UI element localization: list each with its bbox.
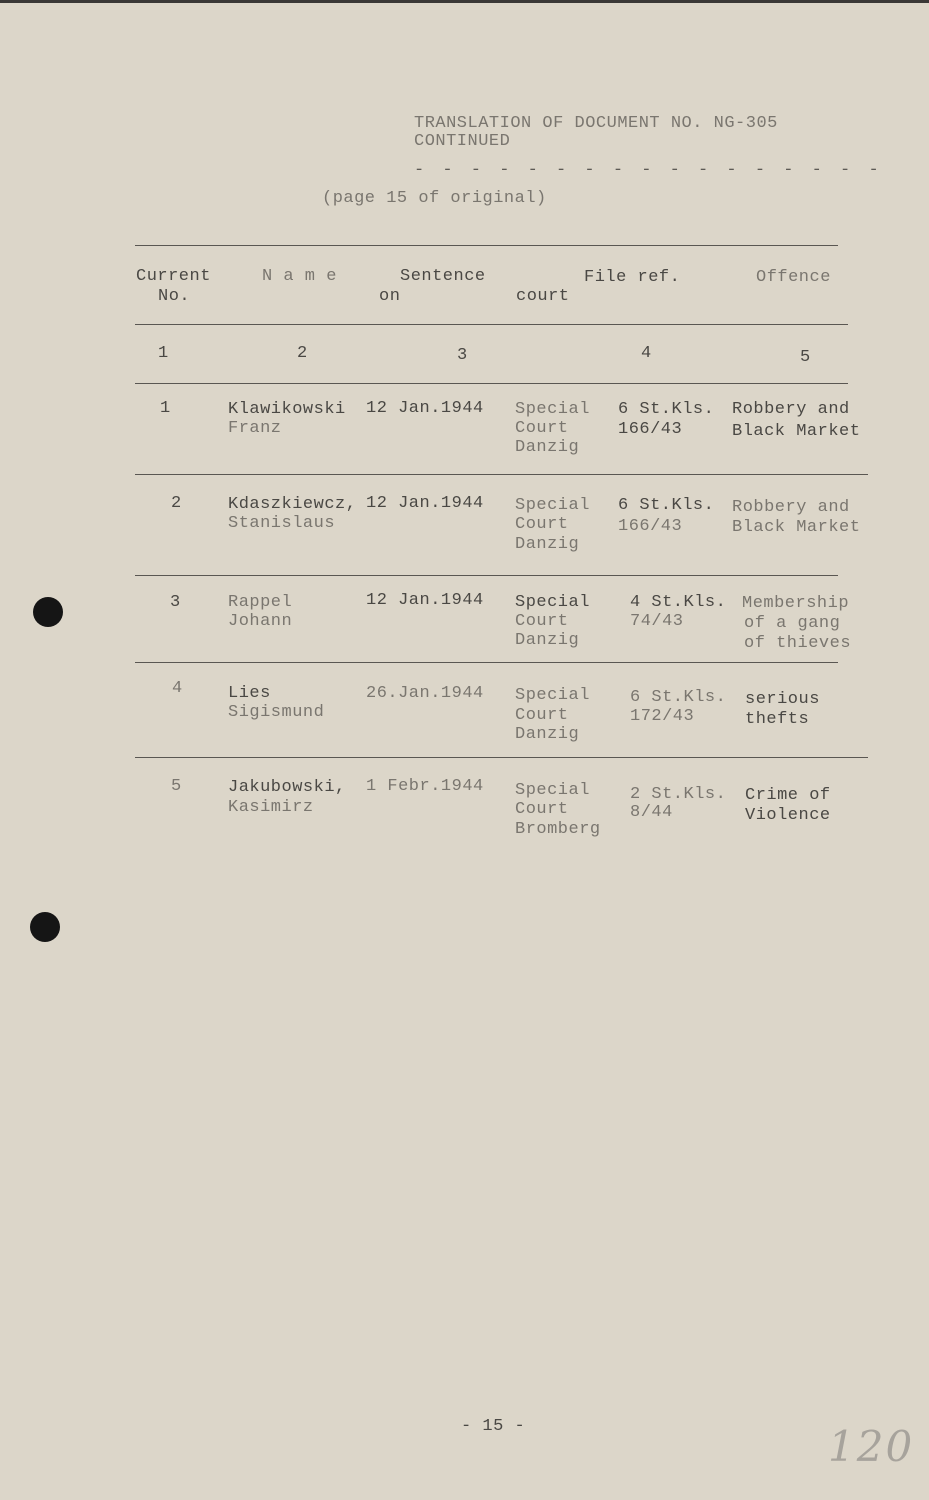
punch-hole-bottom: [30, 912, 60, 942]
file-ref-line-1: 6 St.Kls.: [630, 688, 727, 707]
offence-line-2: of a gang: [744, 614, 841, 633]
court-line-2: Court: [515, 706, 569, 725]
row-number: 4: [172, 679, 183, 698]
name-surname: Rappel: [228, 593, 293, 612]
offence-line-1: Crime of: [745, 786, 831, 805]
offence-line-2: thefts: [745, 710, 810, 729]
offence-line-1: Robbery and: [732, 498, 850, 517]
name-firstname: Johann: [228, 612, 293, 631]
column-number-2: 2: [297, 344, 308, 363]
court-line-1: Special: [515, 686, 590, 705]
column-number-1: 1: [158, 344, 169, 363]
court-line-3: Danzig: [515, 725, 580, 744]
header-sentence: Sentence: [400, 267, 486, 286]
row-divider-3: [135, 662, 838, 663]
court-line-2: Court: [515, 515, 569, 534]
document-title: TRANSLATION OF DOCUMENT NO. NG-305: [414, 114, 778, 133]
court-line-3: Danzig: [515, 438, 580, 457]
file-ref-line-1: 4 St.Kls.: [630, 593, 727, 612]
header-file-ref: File ref.: [584, 268, 681, 287]
court-line-1: Special: [515, 496, 590, 515]
court-line-1: Special: [515, 781, 590, 800]
handwritten-page-number: 120: [828, 1422, 915, 1471]
sentence-date: 1 Febr.1944: [366, 777, 484, 796]
column-numbers-rule: [135, 383, 848, 384]
offence-line-1: Membership: [742, 594, 850, 613]
sentence-date: 12 Jan.1944: [366, 591, 484, 610]
column-number-4: 4: [641, 344, 652, 363]
court-line-1: Special: [515, 400, 590, 419]
row-number: 1: [160, 399, 171, 418]
offence-line-2: Black Market: [732, 422, 861, 441]
court-line-1: Special: [515, 593, 590, 612]
court-line-2: Court: [515, 800, 569, 819]
top-edge: [0, 0, 929, 3]
name-surname: Lies: [228, 684, 271, 703]
file-ref-line-2: 8/44: [630, 803, 673, 822]
name-firstname: Stanislaus: [228, 514, 336, 533]
file-ref-line-2: 166/43: [618, 517, 683, 536]
file-ref-line-2: 172/43: [630, 707, 695, 726]
header-offence: Offence: [756, 268, 831, 287]
court-line-3: Bromberg: [515, 820, 601, 839]
file-ref-line-1: 6 St.Kls.: [618, 400, 715, 419]
sentence-date: 12 Jan.1944: [366, 399, 484, 418]
page-number: - 15 -: [461, 1417, 526, 1436]
offence-line-1: Robbery and: [732, 400, 850, 419]
header-current: Current: [136, 267, 211, 286]
row-divider-4: [135, 757, 868, 758]
file-ref-line-2: 74/43: [630, 612, 684, 631]
offence-line-1: serious: [745, 690, 820, 709]
offence-line-3: of thieves: [744, 634, 852, 653]
column-number-3: 3: [457, 346, 468, 365]
court-line-3: Danzig: [515, 631, 580, 650]
punch-hole-top: [33, 597, 63, 627]
table-top-rule: [135, 245, 838, 246]
offence-line-2: Violence: [745, 806, 831, 825]
file-ref-line-1: 6 St.Kls.: [618, 496, 715, 515]
file-ref-line-2: 166/43: [618, 420, 683, 439]
header-on: on: [379, 287, 401, 306]
name-firstname: Kasimirz: [228, 798, 314, 817]
name-surname: Kdaszkiewcz,: [228, 495, 357, 514]
file-ref-line-1: 2 St.Kls.: [630, 785, 727, 804]
header-no: No.: [158, 287, 191, 306]
row-number: 5: [171, 777, 182, 796]
row-divider-2: [135, 575, 838, 576]
name-surname: Jakubowski,: [228, 778, 346, 797]
title-underline-dashes: - - - - - - - - - - - - - - - - -: [414, 161, 883, 180]
header-bottom-rule: [135, 324, 848, 325]
name-firstname: Sigismund: [228, 703, 325, 722]
row-number: 2: [171, 494, 182, 513]
sentence-date: 26.Jan.1944: [366, 684, 484, 703]
row-number: 3: [170, 593, 181, 612]
column-number-5: 5: [800, 348, 811, 367]
court-line-3: Danzig: [515, 535, 580, 554]
court-line-2: Court: [515, 419, 569, 438]
document-title-continued: CONTINUED: [414, 132, 511, 151]
sentence-date: 12 Jan.1944: [366, 494, 484, 513]
name-surname: Klawikowski: [228, 400, 346, 419]
court-line-2: Court: [515, 612, 569, 631]
header-name: N a m e: [262, 267, 337, 286]
offence-line-2: Black Market: [732, 518, 861, 537]
header-court: court: [516, 287, 570, 306]
page-reference: (page 15 of original): [322, 189, 547, 208]
name-firstname: Franz: [228, 419, 282, 438]
row-divider-1: [135, 474, 868, 475]
